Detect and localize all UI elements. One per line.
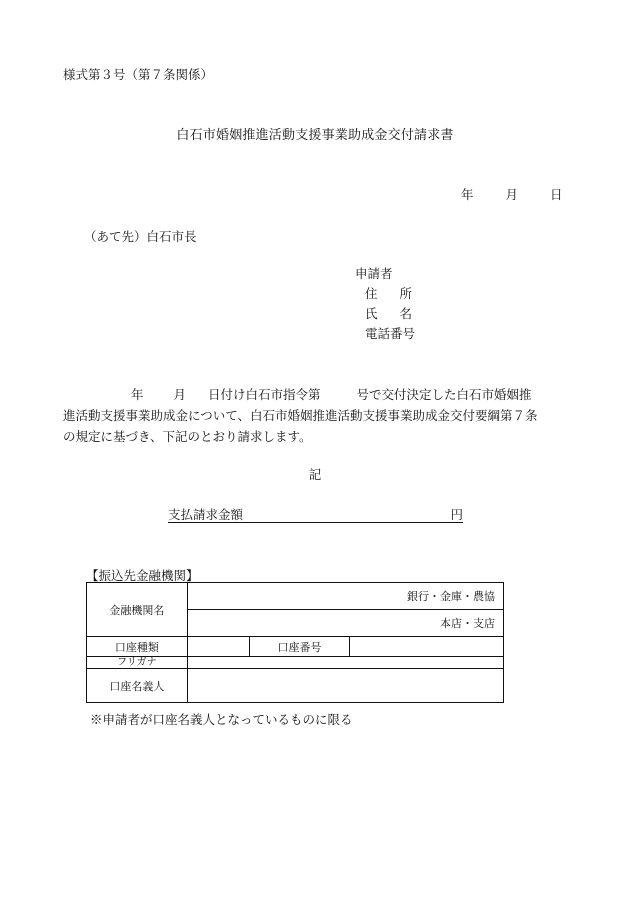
applicant-address-label: 住 所 <box>365 286 413 301</box>
account-number-field[interactable] <box>350 637 504 657</box>
applicant-block <box>355 264 415 344</box>
holder-field[interactable] <box>187 669 503 703</box>
footnote: ※申請者が口座名義人となっているものに限る <box>90 712 353 727</box>
request-body-line-1: 年 月 日付け白石市指令第 号で交付決定した白石市婚姻推 <box>131 387 532 402</box>
request-body-line-2: 進活動支援事業助成金について、白石市婚姻推進活動支援事業助成金交付要綱第７条 <box>63 408 538 423</box>
amount-unit: 円 <box>450 507 463 522</box>
account-type-field[interactable] <box>187 637 249 657</box>
addressee: （あて先）白石市長 <box>84 229 197 244</box>
furigana-field[interactable] <box>187 657 503 669</box>
branch-name-field[interactable] <box>187 610 503 637</box>
form-number: 様式第３号（第７条関係） <box>63 67 214 82</box>
account-type-label: 口座種類 <box>87 637 188 657</box>
institution-name-field[interactable] <box>187 583 503 610</box>
institution-label: 金融機関名 <box>87 583 188 637</box>
date-day-label: 日 <box>550 187 563 202</box>
holder-label: 口座名義人 <box>87 669 188 703</box>
applicant-phone-label: 電話番号 <box>365 326 416 341</box>
document-title: 白石市婚姻推進活動支援事業助成金交付請求書 <box>176 128 454 143</box>
date-month-label: 月 <box>505 187 519 202</box>
branch-types: 本店・支店 <box>440 617 495 630</box>
request-body-line-3: の規定に基づき、下記のとおり請求します。 <box>63 429 312 444</box>
ki-heading: 記 <box>308 467 322 482</box>
date-line <box>461 185 563 203</box>
institution-types: 銀行・金庫・農協 <box>407 590 495 603</box>
request-body <box>63 384 573 447</box>
bank-table <box>86 582 504 703</box>
applicant-name-label: 氏 名 <box>365 306 413 321</box>
date-year-label: 年 <box>461 187 474 202</box>
furigana-label: フリガナ <box>87 657 188 669</box>
account-number-label: 口座番号 <box>249 637 350 657</box>
amount-field[interactable] <box>168 505 463 523</box>
bank-heading: 【振込先金融機関】 <box>86 568 199 583</box>
amount-label: 支払請求金額 <box>168 507 244 522</box>
applicant-heading: 申請者 <box>355 266 393 281</box>
